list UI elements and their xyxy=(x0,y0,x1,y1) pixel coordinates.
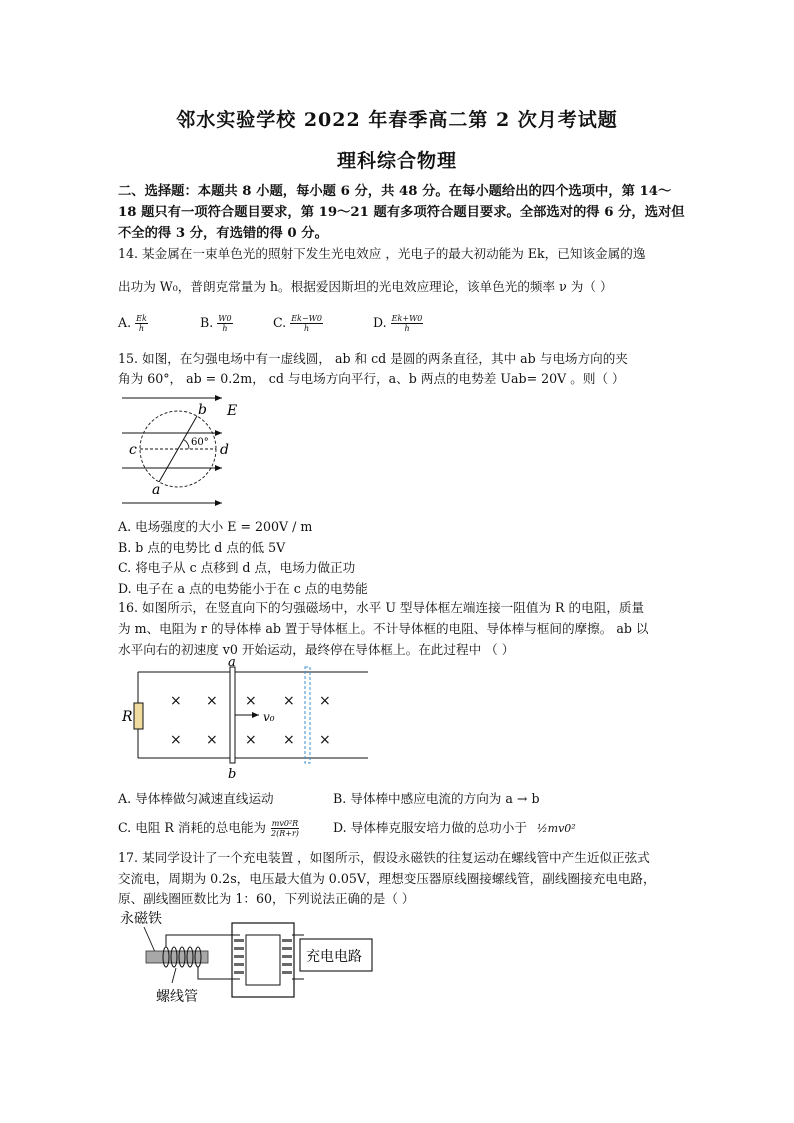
label-charging-circuit: 充电电路 xyxy=(306,949,362,965)
q14-option-a-den: h xyxy=(138,324,145,333)
q14-option-b-label: B. xyxy=(200,315,214,330)
transformer-core-outer xyxy=(232,923,294,997)
q16-line-1: 16. 如图所示，在竖直向下的匀强磁场中，水平 U 型导体框左端连接一阻值为 R 的电阻，质量 xyxy=(118,600,645,615)
label-magnet: 永磁铁 xyxy=(120,911,162,927)
q16-option-b: B. 导体棒中感应电流的方向为 a → b xyxy=(333,791,540,806)
field-cross: × xyxy=(319,732,331,748)
q14-option-c-num: Ek−W0 xyxy=(291,314,322,323)
field-cross: × xyxy=(283,732,295,748)
field-cross: × xyxy=(170,732,182,748)
q15-line-2: 角为 60°， ab = 0.2m， cd 与电场方向平行，a、b 两点的电势差 Uab= 20V 。则（ ） xyxy=(118,371,625,386)
secondary-coil xyxy=(282,939,292,974)
field-cross: × xyxy=(206,732,218,748)
label-b: b xyxy=(198,402,207,418)
q14-option-c-label: C. xyxy=(273,315,287,330)
label-d: d xyxy=(220,442,229,458)
q14-option-d xyxy=(373,314,423,333)
label-c: c xyxy=(129,442,137,458)
q17-line-1: 17. 某同学设计了一个充电装置 ，如图所示，假设永磁铁的往复运动在螺线管中产生近似正弦式 xyxy=(118,850,650,865)
transformer-core-inner xyxy=(246,935,280,985)
label-e: E xyxy=(227,403,238,419)
q14-option-a-fraction xyxy=(135,314,148,333)
q17-line-2: 交流电，周期为 0.2s，电压最大值为 0.05V，理想变压器原线圈接螺线管，副线圈接充电电路， xyxy=(118,871,656,886)
q17-line-3: 原、副线圈匝数比为 1：60，下列说法正确的是（ ） xyxy=(118,891,415,906)
primary-wire-top xyxy=(166,935,240,947)
q15-option-a: A. 电场强度的大小 E = 200V / m xyxy=(118,519,313,534)
section-line-2: 18 题只有一项符合题目要求，第 19～21 题有多项符合题目要求。全部选对的得 6 分，选对但 xyxy=(118,205,685,220)
angle-arc xyxy=(184,440,190,450)
q16-option-c xyxy=(118,817,300,838)
q16-line-3: 水平向右的初速度 v0 开始运动，最终停在导体框上。在此过程中 （ ） xyxy=(118,642,515,657)
section-line-1: 二、选择题：本题共 8 小题，每小题 6 分，共 48 分。在每小题给出的四个选项中，第 14～ xyxy=(118,184,672,199)
q14-line-2: 出功为 W₀，普朗克常量为 h。根据爱因斯坦的光电效应理论，该单色光的频率 ν 为（ ） xyxy=(118,279,613,294)
label-rod-b: b xyxy=(228,767,237,782)
q15-option-b: B. b 点的电势比 d 点的低 5V xyxy=(118,540,286,555)
q16-line-2: 为 m、电阻为 r 的导体棒 ab 置于导体框上。不计导体框的电阻、导体棒与框间的摩擦。 ab 以 xyxy=(118,621,649,636)
field-cross: × xyxy=(245,732,257,748)
q16-rail-diagram xyxy=(118,655,373,783)
q14-option-d-den: h xyxy=(404,324,410,333)
solenoid-pointer xyxy=(172,968,176,983)
q14-option-d-fraction xyxy=(391,314,424,333)
label-solenoid: 螺线管 xyxy=(156,989,198,1005)
field-cross: × xyxy=(206,693,218,709)
label-a: a xyxy=(152,482,161,498)
q14-option-d-label: D. xyxy=(373,315,387,330)
q14-option-c xyxy=(273,314,323,333)
q16-option-c-fraction xyxy=(270,819,300,838)
q15-option-d: D. 电子在 a 点的电势能小于在 c 点的电势能 xyxy=(118,581,368,596)
q15-option-c: C. 将电子从 c 点移到 d 点，电场力做正功 xyxy=(118,560,356,575)
q16-option-c-den: 2(R+r) xyxy=(271,829,299,838)
q14-option-b xyxy=(200,314,233,333)
label-r: R xyxy=(122,709,133,725)
field-cross: × xyxy=(245,693,257,709)
q14-option-a xyxy=(118,314,148,333)
field-cross: × xyxy=(170,693,182,709)
q15-line-1: 15. 如图，在匀强电场中有一虚线圆， ab 和 cd 是圆的两条直径，其中 ab 与电场方向的夹 xyxy=(118,351,628,366)
q14-option-a-label: A. xyxy=(118,315,132,330)
magnet-pointer xyxy=(144,927,155,952)
q16-option-d-expr: ½mv0² xyxy=(536,822,576,835)
q16-option-c-num: mv0²R xyxy=(271,819,299,828)
final-rod-position xyxy=(305,667,310,763)
primary-wire-bottom xyxy=(198,967,240,979)
section-line-3: 不全的得 3 分，有选错的得 0 分。 xyxy=(118,226,328,241)
q16-option-c-text: C. 电阻 R 消耗的总电能为 xyxy=(118,820,267,835)
section-instructions xyxy=(118,181,685,244)
q14-option-b-den: h xyxy=(222,324,228,333)
resistor xyxy=(134,703,143,729)
field-cross: × xyxy=(283,693,295,709)
q15-field-diagram xyxy=(118,393,248,509)
page-title: 邻水实验学校 2022 年春季高二第 2 次月考试题 xyxy=(176,109,618,131)
q14-option-a-num: Ek xyxy=(136,314,147,323)
label-rod-a: a xyxy=(228,655,236,670)
q16-option-d-text: D. 导体棒克服安培力做的总功小于 xyxy=(333,820,527,835)
q16-option-a: A. 导体棒做匀减速直线运动 xyxy=(118,791,274,806)
q14-option-c-fraction xyxy=(290,314,323,333)
primary-coil xyxy=(234,939,244,974)
q14-option-b-num: W0 xyxy=(218,314,232,323)
q14-option-d-num: Ek+W0 xyxy=(391,314,423,323)
label-angle: 60° xyxy=(191,437,209,448)
q14-option-c-den: h xyxy=(303,324,310,333)
page-subtitle: 理科综合物理 xyxy=(336,150,457,172)
field-cross: × xyxy=(319,693,331,709)
q14-line-1: 14. 某金属在一束单色光的照射下发生光电效应 ，光电子的最大初动能为 Ek，已知该金属的逸 xyxy=(118,246,646,261)
conductor-rod xyxy=(230,667,235,763)
q17-charger-diagram xyxy=(118,905,380,1009)
q16-option-d xyxy=(333,817,576,836)
label-v0: v₀ xyxy=(263,710,275,724)
q14-option-b-fraction xyxy=(217,314,232,333)
